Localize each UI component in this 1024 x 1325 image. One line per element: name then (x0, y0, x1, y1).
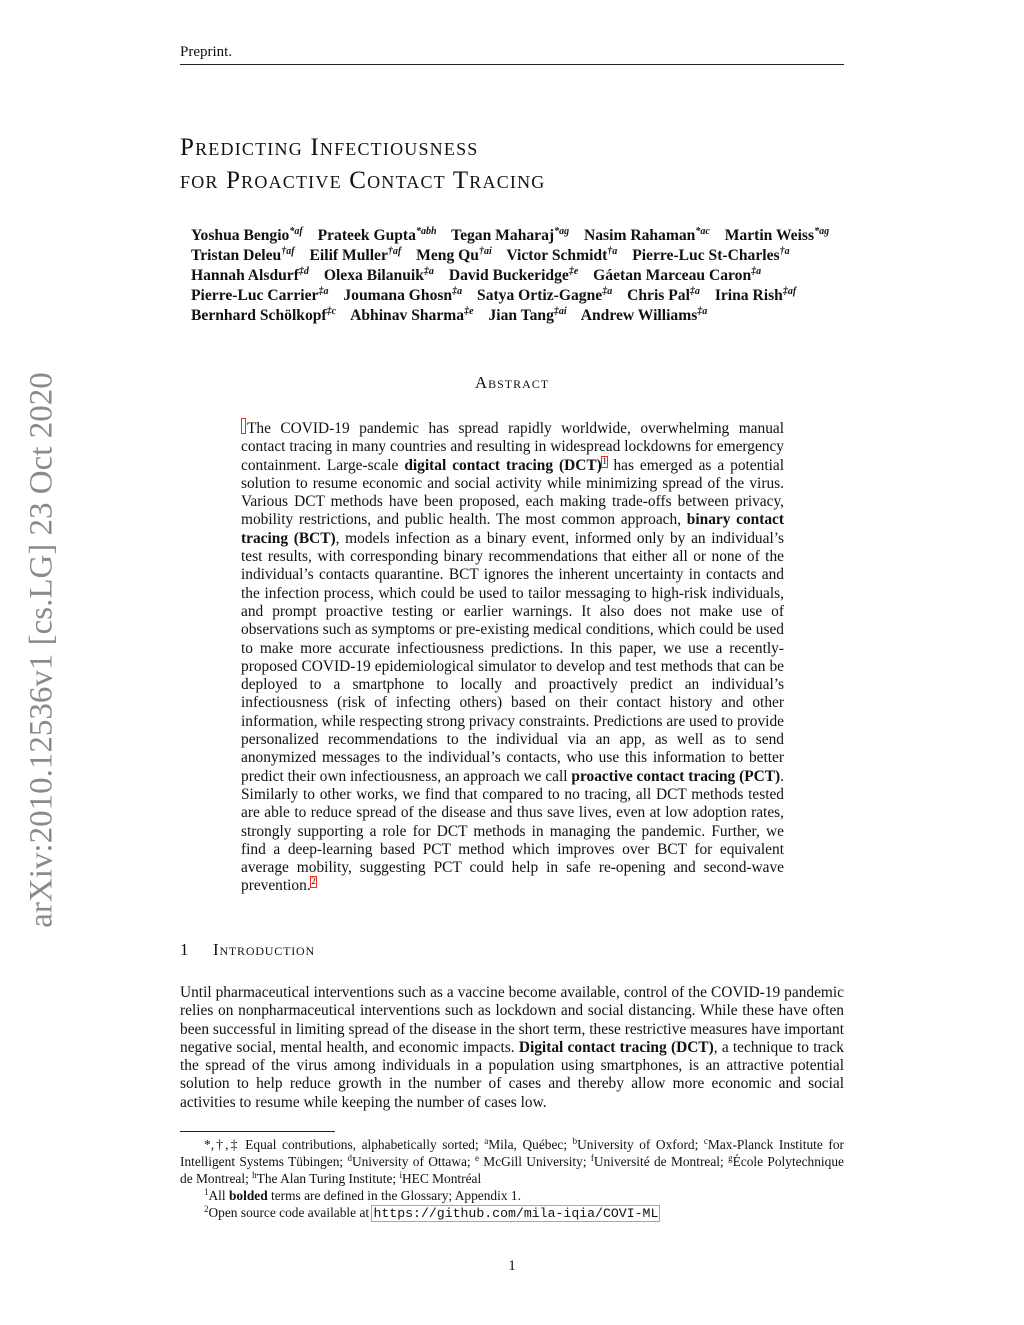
running-head: Preprint. (180, 44, 233, 60)
author: Yoshua Bengio$^{*af}$ (191, 226, 303, 244)
footnote-rule (180, 1131, 335, 1132)
author: Chris Pal$^{\ddagger a}$ (627, 286, 700, 304)
abstract-heading: Abstract (474, 373, 550, 392)
footnote-ref-1[interactable]: 1 (602, 456, 607, 467)
link-anchor-marker[interactable] (241, 418, 246, 434)
arxiv-identifier-text: arXiv:2010.12536v1 [cs.LG] 23 Oct 2020 (23, 372, 60, 928)
author: Tristan Deleu$^{\dagger af}$ (191, 246, 295, 264)
author: Meng $Qu^{\dagger ai}$ (416, 246, 492, 264)
paper-title-line-2: for Proactive Contact Tracing (180, 167, 546, 194)
author: Irina Rish$^{\ddagger af}$ (714, 286, 797, 304)
author: Andrew Williams$^{\ddagger a}$ (580, 306, 708, 324)
author: Eilif Muller$^{\dagger af}$ (309, 246, 402, 264)
author: Abhinav Sharma$^{\ddagger e}$ (350, 306, 474, 324)
author: Satya Ortiz-Gagne$^{\ddagger a}$ (477, 286, 613, 304)
section-number: 1 (180, 940, 189, 959)
footnote-2: $^2$Open source code available at https://github.com/mila-iqia/COVI-ML (204, 1204, 659, 1221)
author: Hannah Alsdurf$^{\ddagger d}$ (191, 266, 309, 284)
author-line (191, 227, 840, 245)
abstract-body: The COVID-19 pandemic has spread rapidly worldwide, overwhelming manual contact tracing in many countries and resulting in widespread lockdowns for emergency containment. Large-scale digital contact tracing (DCT)$^1$ has emerged as a potential solution to resume economic and social activity while minimizing spread of the virus. Various DCT methods have been proposed, each making trade-offs between privacy, mobility restrictions, and public health. The most common approach, binary contact tracing (BCT), models infection as a binary event, informed only by an individual’s test results, with corresponding binary recommendations that either all or none of the individual’s contacts quarantine. BCT ignores the inherent uncertainty in contacts and the infection process, which could be used to tailor messaging to high-risk individuals, and prompt proactive testing or earlier warnings. It also does not make use of observations such as symptoms or pre-existing medical conditions, which could be used to make more accurate infectiousness predictions. In this paper, we use a recently-proposed COVID-19 epidemiological simulator to develop and test methods that can be deployed to a smartphone to locally and proactively predict an individual’s infectiousness (risk of infecting others) based on their contact history and other information, while respecting strong privacy constraints. Predictions are used to provide personalized recommendations to the individual via an app, as well as to send anonymized messages to the individual’s contacts, who use this information to better predict their own infectiousness, an approach we call proactive contact tracing (PCT). Similarly to other works, we find that compared to no tracing, all DCT methods tested are able to reduce spread of the disease and thus save lives, even at low adoption rates, strongly supporting a role for DCT methods in managing the pandemic. Further, we find a deep-learning based PCT method which improves over BCT for equivalent average mobility, suggesting PCT could help in safe re-opening and second-wave prevention.$^2$ (241, 420, 785, 895)
author: Jian Tang$^{\ddagger ai}$ (488, 306, 567, 324)
term-dct: digital contact tracing (DCT) (404, 456, 602, 474)
author-line (191, 247, 801, 265)
footnote-1: $^1$All bolded terms are defined in the Glossary; Appendix 1. (204, 1187, 521, 1203)
author: Joumana Ghosn$^{\ddagger a}$ (343, 286, 463, 304)
footnote-contributions: *,†,‡ Equal contributions, alphabetically sorted; $^a$Mila, Québec; $^b$University of Oxford; $^c$Max-Planck Institute for Intelligent Systems Tübingen; $^d$University of Ottawa; $^e$ McGill University; $^f$Université de Montreal; $^g$École Polytechnique de Montreal; $^h$The Alan Turing Institute; $^i$HEC Montréal (180, 1136, 844, 1186)
author-line (191, 267, 772, 285)
author: Pierre-Luc St-Charles$^{\dagger a}$ (632, 246, 790, 264)
term-bct: binary contact tracing (BCT) (241, 511, 785, 547)
author: Martin Weiss$^{*ag}$ (724, 226, 830, 244)
author: Tegan Maharaj$^{*ag}$ (451, 226, 570, 244)
author: Bernhard Schölkopf$^{\ddagger c}$ (191, 306, 337, 324)
author: Pierre-Luc Carrier$^{\ddagger a}$ (191, 286, 329, 304)
section-title: Introduction (213, 940, 315, 959)
author: Olexa Bilanuik$^{\ddagger a}$ (323, 266, 434, 284)
author: Gáetan Marceau Caron$^{\ddagger a}$ (593, 266, 762, 284)
section-heading-introduction (180, 940, 315, 960)
page-number: 1 (508, 1258, 516, 1274)
term-dct-intro: Digital contact tracing (DCT) (518, 1038, 714, 1056)
author: Victor Schmidt$^{\dagger a}$ (506, 246, 618, 264)
header-rule (180, 64, 844, 65)
author: Prateek Gupta$^{*abh}$ (317, 226, 437, 244)
footnotes (180, 1136, 844, 1222)
arxiv-side-identifier (12, 355, 72, 945)
term-pct: proactive contact tracing (PCT) (571, 767, 781, 785)
author-line (191, 287, 807, 305)
author: Nasim Rahaman$^{*ac}$ (583, 226, 710, 244)
footnote-ref-2[interactable]: 2 (311, 877, 316, 888)
introduction-paragraph: Until pharmaceutical interventions such as a vaccine become available, control of the COVID-19 pandemic relies on nonpharmaceutical interventions such as lockdown and social distancing. While these have often been successful in limiting spread of the disease in the short term, these restrictive measures have important negative social, mental health, and economic impacts. Digital contact tracing (DCT), a technique to track the spread of the virus among individuals in a population using smartphones, is an attractive potential solution to help reduce growth in the number of cases and thereby allow more economic and social activities to resume while keeping the number of cases low. (180, 984, 844, 1111)
author: David Buckeridge$^{\ddagger e}$ (448, 266, 579, 284)
paper-title-line-1: Predicting Infectiousness (180, 134, 479, 161)
author-line (191, 307, 718, 325)
github-repo-link[interactable]: https://github.com/mila-iqia/COVI-ML (373, 1206, 659, 1221)
